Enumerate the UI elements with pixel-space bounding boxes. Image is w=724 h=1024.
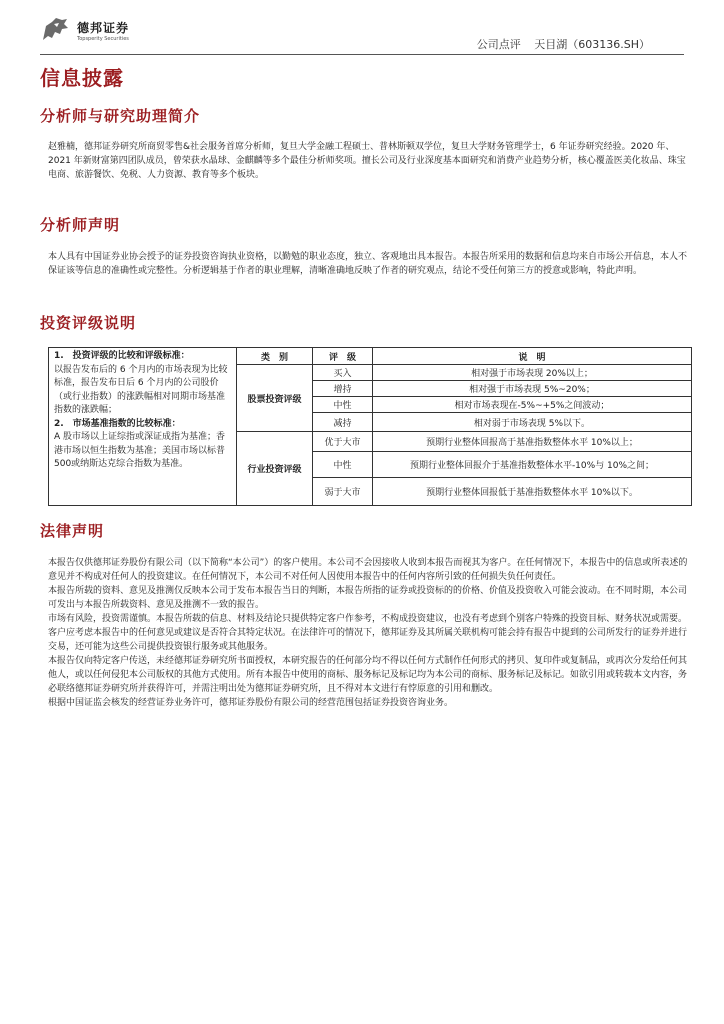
stock-desc-buy: 相对强于市场表现 20%以上； [373,365,692,381]
analyst-statement-heading: 分析师声明 [40,216,121,234]
industry-grade-underperform: 弱于大市 [313,478,373,506]
industry-category-cell: 行业投资评级 [237,432,313,506]
dragon-logo-icon [40,16,70,44]
analyst-intro-heading: 分析师与研究助理简介 [40,107,201,125]
industry-grade-outperform: 优于大市 [313,432,373,452]
report-meta [467,36,650,52]
analyst-statement-text [48,250,688,278]
industry-desc-neutral: 预期行业整体回报介于基准指数整体水平-10%与 10%之间； [373,452,692,478]
col-header-type: 类 别 [237,348,313,365]
criteria-item1-title: 1. 投资评级的比较和评级标准： [54,351,190,361]
rating-heading: 投资评级说明 [40,314,137,332]
legal-heading: 法律声明 [40,522,105,540]
col-header-grade: 评 级 [313,348,373,365]
stock-category-cell: 股票投资评级 [237,365,313,432]
rating-table [48,347,692,506]
stock-grade-neutral: 中性 [313,397,373,413]
criteria-item2-text: A 股市场以上证综指或深证成指为基准；香港市场以恒生指数为基准；美国市场以标普500或纳斯达克综合指数为基准。 [54,432,226,469]
legal-text [48,556,688,710]
rating-criteria-cell [49,348,237,506]
legal-paragraph-4: 本报告仅向特定客户传送，未经德邦证券研究所书面授权，本研究报告的任何部分均不得以任何方式制作任何形式的拷贝、复印件或复制品，或再次分发给任何其他人，或以任何侵犯本公司版权的其他方式使用。所有本报告中使用的商标、服务标记及标记均为本公司的商标、服务标记及标记。如欲引用或转载本文内容，务必联络德邦证券研究所并获得许可，并需注明出处为德邦证券研究所，且不得对本文进行有悖原意的引用和删改。 [48,656,688,694]
stock-grade-buy: 买入 [313,365,373,381]
report-type: 公司点评 [476,38,521,51]
criteria-item1-text: 以报告发布后的 6 个月内的市场表现为比较标准，报告发布日后 6 个月内的公司股价（或行业指数）的涨跌幅相对同期市场基准指数的涨跌幅； [54,364,228,415]
table-row [49,348,692,365]
header-divider [40,54,684,55]
stock-grade-overweight: 增持 [313,381,373,397]
legal-paragraph-2: 本报告所载的资料、意见及推测仅反映本公司于发布本报告当日的判断，本报告所指的证券或投资标的的价格、价值及投资收入可能会波动。在不同时期，本公司可发出与本报告所载资料、意见及推测不一致的报告。 [48,586,688,610]
col-header-desc: 说 明 [373,348,692,365]
analyst-intro-text [48,140,688,182]
legal-paragraph-1: 本报告仅供德邦证券股份有限公司（以下简称“本公司”）的客户使用。本公司不会因接收人收到本报告而视其为客户。在任何情况下，本报告中的信息或所表述的意见并不构成对任何人的投资建议。在任何情况下，本公司不对任何人因使用本报告中的任何内容所引致的任何损失负任何责任。 [48,558,688,582]
logo-english-name: Topsperity Securities [77,36,129,42]
stock-desc-underweight: 相对弱于市场表现 5%以下。 [373,413,692,432]
page-header [40,14,684,52]
industry-desc-outperform: 预期行业整体回报高于基准指数整体水平 10%以上； [373,432,692,452]
legal-paragraph-5: 根据中国证监会核发的经营证券业务许可，德邦证券股份有限公司的经营范围包括证券投资咨询业务。 [48,698,454,708]
company-logo [40,14,170,46]
industry-grade-neutral: 中性 [313,452,373,478]
industry-desc-underperform: 预期行业整体回报低于基准指数整体水平 10%以下。 [373,478,692,506]
page-title: 信息披露 [40,66,124,90]
stock-desc-neutral: 相对市场表现在-5%~+5%之间波动； [373,397,692,413]
stock-desc-overweight: 相对强于市场表现 5%~20%； [373,381,692,397]
analyst-statement-paragraph: 本人具有中国证券业协会授予的证券投资咨询执业资格，以勤勉的职业态度，独立、客观地出具本报告。本报告所采用的数据和信息均来自市场公开信息，本人不保证该等信息的准确性或完整性。分析逻辑基于作者的职业理解，清晰准确地反映了作者的研究观点，结论不受任何第三方的授意或影响，特此声明。 [48,252,688,276]
logo-chinese-name: 德邦证券 [77,21,130,35]
analyst-intro-paragraph: 赵雅楠，德邦证券研究所商贸零售&社会服务首席分析师，复旦大学金融工程硕士、普林斯顿双学位，复旦大学财务管理学士，6 年证券研究经验。2020 年、2021 年新财富第四团队成员，曾荣获水晶球、金麒麟等多个最佳分析师奖项。擅长公司及行业深度基本面研究和消费产业趋势分析，核心覆盖医美化妆品、珠宝电商、旅游餐饮、免税、人力资源、教育等多个板块。 [48,142,686,180]
criteria-item2-title: 2. 市场基准指数的比较标准： [54,418,181,429]
legal-paragraph-3: 市场有风险，投资需谨慎。本报告所载的信息、材料及结论只提供特定客户作参考，不构成投资建议，也没有考虑到个别客户特殊的投资目标、财务状况或需要。客户应考虑本报告中的任何意见或建议是否符合其特定状况。在法律许可的情况下，德邦证券及其所属关联机构可能会持有报告中提到的公司所发行的证券并进行交易，还可能为这些公司提供投资银行服务或其他服务。 [48,614,688,652]
company-name: 天目湖（603136.SH） [534,38,650,51]
stock-grade-underweight: 减持 [313,413,373,432]
